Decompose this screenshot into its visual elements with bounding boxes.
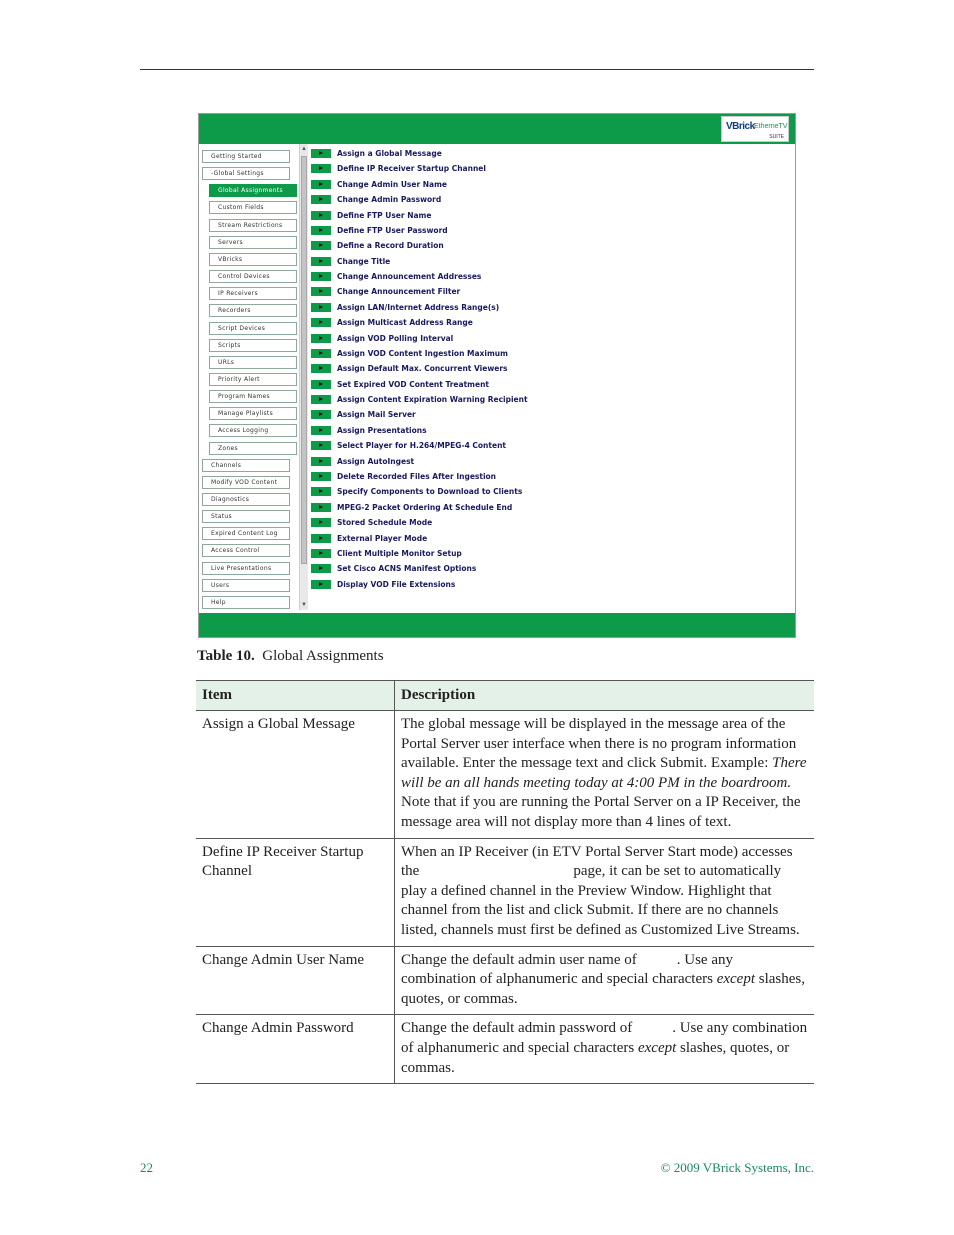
link-row[interactable]	[311, 548, 771, 562]
settings-navigation	[199, 144, 309, 614]
nav-item[interactable]: Access Control	[202, 544, 290, 557]
table-row	[196, 946, 814, 1015]
nav-item[interactable]: Stream Restrictions	[209, 219, 297, 232]
link-label[interactable]: Change Admin User Name	[337, 179, 448, 189]
link-row[interactable]	[311, 148, 771, 162]
nav-item[interactable]: Priority Alert	[209, 373, 297, 386]
nav-item[interactable]: Users	[202, 579, 290, 592]
arrow-right-icon[interactable]	[311, 487, 331, 496]
arrow-right-icon[interactable]	[311, 472, 331, 481]
logo-brand: VBrick	[726, 121, 755, 132]
link-row[interactable]	[311, 440, 771, 454]
nav-item[interactable]: Access Logging	[209, 424, 297, 437]
link-row[interactable]	[311, 348, 771, 362]
arrow-right-icon[interactable]	[311, 241, 331, 250]
link-row[interactable]	[311, 502, 771, 516]
arrow-right-icon[interactable]	[311, 318, 331, 327]
link-row[interactable]	[311, 409, 771, 423]
nav-item[interactable]: Global Assignments	[209, 184, 297, 197]
link-label[interactable]: Specify Components to Download to Clients	[337, 487, 523, 497]
link-row[interactable]	[311, 240, 771, 254]
arrow-right-icon[interactable]	[311, 426, 331, 435]
link-label[interactable]: Set Expired VOD Content Treatment	[337, 379, 489, 389]
nav-item[interactable]: URLs	[209, 356, 297, 369]
arrow-right-icon[interactable]	[311, 334, 331, 343]
link-label[interactable]: Assign Default Max. Concurrent Viewers	[337, 364, 508, 374]
link-label[interactable]: Client Multiple Monitor Setup	[337, 548, 462, 558]
nav-item[interactable]: Zones	[209, 442, 297, 455]
vbrick-logo	[721, 116, 789, 142]
link-label[interactable]: Assign Presentations	[337, 425, 427, 435]
arrow-right-icon[interactable]	[311, 580, 331, 589]
row-item: Change Admin Password	[196, 1015, 395, 1084]
arrow-right-icon[interactable]	[311, 195, 331, 204]
arrow-right-icon[interactable]	[311, 211, 331, 220]
link-label[interactable]: Change Announcement Filter	[337, 287, 461, 297]
link-label[interactable]: Assign Mail Server	[337, 410, 416, 420]
copyright: © 2009 VBrick Systems, Inc.	[660, 1160, 814, 1175]
nav-item[interactable]: Custom Fields	[209, 201, 297, 214]
link-row[interactable]	[311, 256, 771, 270]
link-row[interactable]	[311, 471, 771, 485]
link-row[interactable]	[311, 179, 771, 193]
link-row[interactable]	[311, 302, 771, 316]
arrow-right-icon[interactable]	[311, 549, 331, 558]
link-label[interactable]: External Player Mode	[337, 533, 428, 543]
table-row	[196, 711, 814, 839]
link-label[interactable]: Set Cisco ACNS Manifest Options	[337, 564, 477, 574]
nav-scrollbar[interactable]	[299, 144, 308, 610]
link-row[interactable]	[311, 317, 771, 331]
arrow-right-icon[interactable]	[311, 380, 331, 389]
link-label[interactable]: Display VOD File Extensions	[337, 579, 456, 589]
link-row[interactable]	[311, 333, 771, 347]
nav-item[interactable]: Manage Playlists	[209, 407, 297, 420]
link-row[interactable]	[311, 210, 771, 224]
table-row	[196, 838, 814, 946]
header-item: Item	[196, 681, 395, 711]
logo-product: EtherneTV	[754, 123, 788, 130]
arrow-right-icon[interactable]	[311, 564, 331, 573]
arrow-right-icon[interactable]	[311, 518, 331, 527]
arrow-right-icon[interactable]	[311, 226, 331, 235]
link-row[interactable]	[311, 517, 771, 531]
row-item: Define IP Receiver Startup Channel	[196, 838, 395, 946]
link-row[interactable]	[311, 456, 771, 470]
caption-number: Table 10.	[197, 648, 255, 664]
link-row[interactable]	[311, 579, 771, 593]
link-row[interactable]	[311, 225, 771, 239]
arrow-right-icon[interactable]	[311, 395, 331, 404]
nav-item[interactable]: Control Devices	[209, 270, 297, 283]
nav-item[interactable]: -Global Settings	[202, 167, 290, 180]
row-description: Change the default admin user name of . Use any combination of alphanumeric and special characters except slashes, quotes, or commas.	[395, 946, 815, 1015]
row-description: When an IP Receiver (in ETV Portal Server Start mode) accesses the page, it can be set to automatically play a defined channel in the Preview Window. Highlight that channel from the list and click Submit. If there are no channels listed, channels must first be defined as Customized Live Streams.	[395, 838, 815, 946]
link-label[interactable]: Delete Recorded Files After Ingestion	[337, 471, 497, 481]
link-row[interactable]	[311, 486, 771, 500]
nav-item[interactable]: Live Presentations	[202, 562, 290, 575]
table-row	[196, 1015, 814, 1084]
link-label[interactable]: Define a Record Duration	[337, 241, 444, 251]
nav-item[interactable]: Modify VOD Content	[202, 476, 290, 489]
nav-item[interactable]: Diagnostics	[202, 493, 290, 506]
arrow-right-icon[interactable]	[311, 257, 331, 266]
nav-item[interactable]: Scripts	[209, 339, 297, 352]
arrow-right-icon[interactable]	[311, 364, 331, 373]
arrow-right-icon[interactable]	[311, 164, 331, 173]
table-header-row	[196, 681, 814, 711]
row-item: Assign a Global Message	[196, 711, 395, 839]
link-row[interactable]	[311, 563, 771, 577]
arrow-right-icon[interactable]	[311, 441, 331, 450]
arrow-right-icon[interactable]	[311, 149, 331, 158]
arrow-right-icon[interactable]	[311, 457, 331, 466]
link-label[interactable]: Change Admin Password	[337, 195, 442, 205]
link-row[interactable]	[311, 533, 771, 547]
nav-item[interactable]: Getting Started	[202, 150, 290, 163]
nav-item[interactable]: Expired Content Log	[202, 527, 290, 540]
nav-item[interactable]: IP Receivers	[209, 287, 297, 300]
page-number: 22	[140, 1160, 153, 1175]
arrow-right-icon[interactable]	[311, 503, 331, 512]
scroll-down-arrow-icon[interactable]: ▼	[301, 602, 307, 608]
row-description: Change the default admin password of . Use any combination of alphanumeric and special characters except slashes, quotes, or commas.	[395, 1015, 815, 1084]
caption-title: Global Assignments	[262, 648, 384, 664]
header-rule	[140, 69, 814, 70]
portal-screenshot	[198, 113, 796, 638]
arrow-right-icon[interactable]	[311, 287, 331, 296]
nav-item[interactable]: Program Names	[209, 390, 297, 403]
row-item: Change Admin User Name	[196, 946, 395, 1015]
link-label[interactable]: Assign VOD Polling Interval	[337, 333, 454, 343]
scroll-up-arrow-icon[interactable]: ▲	[301, 146, 307, 152]
arrow-right-icon[interactable]	[311, 303, 331, 312]
scroll-thumb[interactable]	[301, 156, 307, 564]
link-label[interactable]: Stored Schedule Mode	[337, 518, 433, 528]
link-row[interactable]	[311, 163, 771, 177]
nav-item[interactable]: Channels	[202, 459, 290, 472]
link-label[interactable]: Assign Multicast Address Range	[337, 318, 473, 328]
nav-item[interactable]: VBricks	[209, 253, 297, 266]
link-row[interactable]	[311, 363, 771, 377]
link-label[interactable]: Assign VOD Content Ingestion Maximum	[337, 348, 508, 358]
arrow-right-icon[interactable]	[311, 349, 331, 358]
link-row[interactable]	[311, 194, 771, 208]
table-caption	[197, 648, 384, 665]
link-label[interactable]: Change Title	[337, 256, 391, 266]
link-label[interactable]: MPEG-2 Packet Ordering At Schedule End	[337, 502, 513, 512]
link-row[interactable]	[311, 425, 771, 439]
link-label[interactable]: Assign AutoIngest	[337, 456, 415, 466]
logo-suite: SUITE	[769, 134, 784, 140]
arrow-right-icon[interactable]	[311, 180, 331, 189]
screenshot-header-bar	[199, 114, 795, 144]
link-label[interactable]: Assign Content Expiration Warning Recipient	[337, 395, 528, 405]
link-row[interactable]	[311, 271, 771, 285]
link-label[interactable]: Define FTP User Name	[337, 210, 432, 220]
arrow-right-icon[interactable]	[311, 534, 331, 543]
link-label[interactable]: Select Player for H.264/MPEG-4 Content	[337, 441, 506, 451]
nav-item[interactable]: Servers	[209, 236, 297, 249]
link-row[interactable]	[311, 379, 771, 393]
nav-item[interactable]: Status	[202, 510, 290, 523]
link-label[interactable]: Assign LAN/Internet Address Range(s)	[337, 302, 500, 312]
nav-item[interactable]: Help	[202, 596, 290, 609]
link-row[interactable]	[311, 286, 771, 300]
row-description: The global message will be displayed in the message area of the Portal Server user interface when there is no program information available. Enter the message text and click Submit. Example: There will be an all hands meeting today at 4:00 PM in the boardroom. Note that if you are running the Portal Server on a IP Receiver, the message area will not display more than 4 lines of text.	[395, 711, 815, 839]
header-description: Description	[395, 681, 815, 711]
global-assignments-table	[196, 680, 814, 1084]
link-row[interactable]	[311, 394, 771, 408]
link-label[interactable]: Change Announcement Addresses	[337, 272, 482, 282]
arrow-right-icon[interactable]	[311, 410, 331, 419]
arrow-right-icon[interactable]	[311, 272, 331, 281]
screenshot-footer-bar	[199, 613, 795, 637]
link-label[interactable]: Define FTP User Password	[337, 225, 448, 235]
link-label[interactable]: Define IP Receiver Startup Channel	[337, 164, 486, 174]
nav-item[interactable]: Script Devices	[209, 322, 297, 335]
link-label[interactable]: Assign a Global Message	[337, 149, 442, 158]
nav-item[interactable]: Recorders	[209, 304, 297, 317]
